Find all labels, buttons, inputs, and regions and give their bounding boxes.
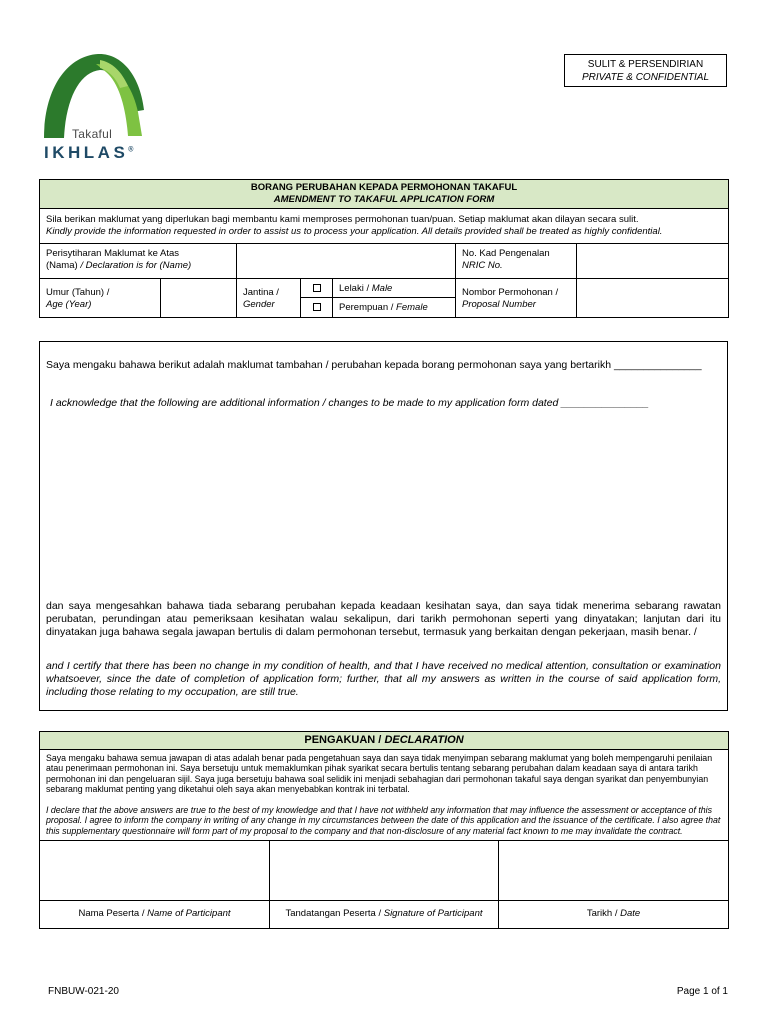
participant-signature-label: Tandatangan Peserta / Signature of Participant: [270, 901, 499, 929]
age-label: Umur (Tahun) / Age (Year): [40, 279, 161, 318]
form-title: BORANG PERUBAHAN KEPADA PERMOHONAN TAKAFUL AMENDMENT TO TAKAFUL APPLICATION FORM: [40, 180, 729, 209]
confidential-label-ms: SULIT & PERSENDIRIAN: [587, 59, 704, 70]
date-label: Tarikh / Date: [499, 901, 729, 929]
nric-label: No. Kad Pengenalan NRIC No.: [456, 244, 577, 279]
nric-field[interactable]: [577, 244, 729, 279]
proposal-number-label: Nombor Permohonan / Proposal Number: [456, 279, 577, 318]
declaration-for-label: Perisytiharan Maklumat ke Atas (Nama) / Declaration is for (Name): [40, 244, 237, 279]
gender-label: Jantina / Gender: [237, 279, 301, 318]
declaration-text: Saya mengaku bahawa semua jawapan di atas adalah benar pada pengetahuan saya dan saya tidak menyimpan sebarang maklumat yang boleh mempengaruhi penilaian atau penerimaan permohonan ini. Saya bersetuju untuk memaklumkan pihak syarikat secara bertulis tentang sebarang perubahan dalam keadaan saya di antara tarikh permohonan ini dan pengeluaran sijil. Saya juga bersetuju bahawa soal selidik ini menjadi sebahagian dari permohonan takaful saya dengan syarikat dan penyembunyian sebarang maklumat penting yang diketahui oleh saya akan menyebabkan kontrak ini terbatal. I declare that the above answers are true to the best of my knowledge and that I have not withheld any information that may influence the assessment or acceptance of this proposal. I agree to inform the company in writing of any change in my circumstances between the date of this application and the issuance of the certificate. I also agree that this supplementary questionnaire will form part of my proposal to the company and that non-disclosure of any material fact known to me may invalidate the contract.: [40, 749, 729, 841]
certification-text-en: and I certify that there has been no change in my condition of health, and that I have received no medical attention, consultation or examination whatsoever, since the date of completion of application form; further, that all my answers as written in the course of said application form, including those relating to my occupation, are still true.: [46, 660, 721, 698]
form-code: FNBUW-021-20: [48, 986, 119, 997]
male-label: Lelaki / Male: [333, 279, 456, 298]
confidential-label-en: PRIVATE & CONFIDENTIAL: [581, 72, 710, 83]
form-intro: Sila berikan maklumat yang diperlukan bagi membantu kami memproses permohonan tuan/puan. Setiap maklumat akan dilayan secara sulit. Kindly provide the information requested in order to assist us to process your application. All details provided shall be treated as highly confidential.: [40, 209, 729, 244]
acknowledgement-text-en: I acknowledge that the following are additional information / changes to be made to my application form dated _______________: [50, 397, 649, 409]
date-field[interactable]: [499, 841, 729, 901]
acknowledgement-text-ms: Saya mengaku bahawa berikut adalah maklumat tambahan / perubahan kepada borang permohonan saya yang bertarikh _______________: [46, 359, 702, 371]
certification-text-ms: dan saya mengesahkan bahawa tiada sebarang perubahan kepada keadaan kesihatan saya, dan saya tidak menerima sebarang rawatan perubatan, perundingan atau pemeriksaan kesihatan walau sekalipun, dari tarikh permohonan seperti yang dinyatakan; lanjutan dari itu dinyatakan juga bahawa segala jawapan bertulis di dalam permohonan tersebut, termasuk yang berkaitan dengan pekerjaan, masih benar. /: [46, 600, 721, 638]
male-checkbox[interactable]: [313, 284, 321, 292]
female-checkbox[interactable]: [313, 303, 321, 311]
participant-name-field[interactable]: [40, 841, 270, 901]
female-label: Perempuan / Female: [333, 298, 456, 318]
declaration-table: [39, 731, 729, 929]
participant-signature-field[interactable]: [270, 841, 499, 901]
page-number: Page 1 of 1: [676, 986, 728, 997]
declaration-title: PENGAKUAN / DECLARATION: [40, 732, 729, 750]
logo-ikhlas-text: IKHLAS®: [44, 143, 134, 162]
logo-takaful-text: Takaful: [72, 127, 113, 141]
male-checkbox-cell: [301, 279, 333, 298]
confidential-box: [564, 54, 727, 87]
application-details-table: [39, 179, 729, 318]
acknowledgement-box[interactable]: [39, 341, 728, 711]
female-checkbox-cell: [301, 298, 333, 318]
proposal-number-field[interactable]: [577, 279, 729, 318]
name-field[interactable]: [237, 244, 456, 279]
age-field[interactable]: [161, 279, 237, 318]
participant-name-label: Nama Peserta / Name of Participant: [40, 901, 270, 929]
